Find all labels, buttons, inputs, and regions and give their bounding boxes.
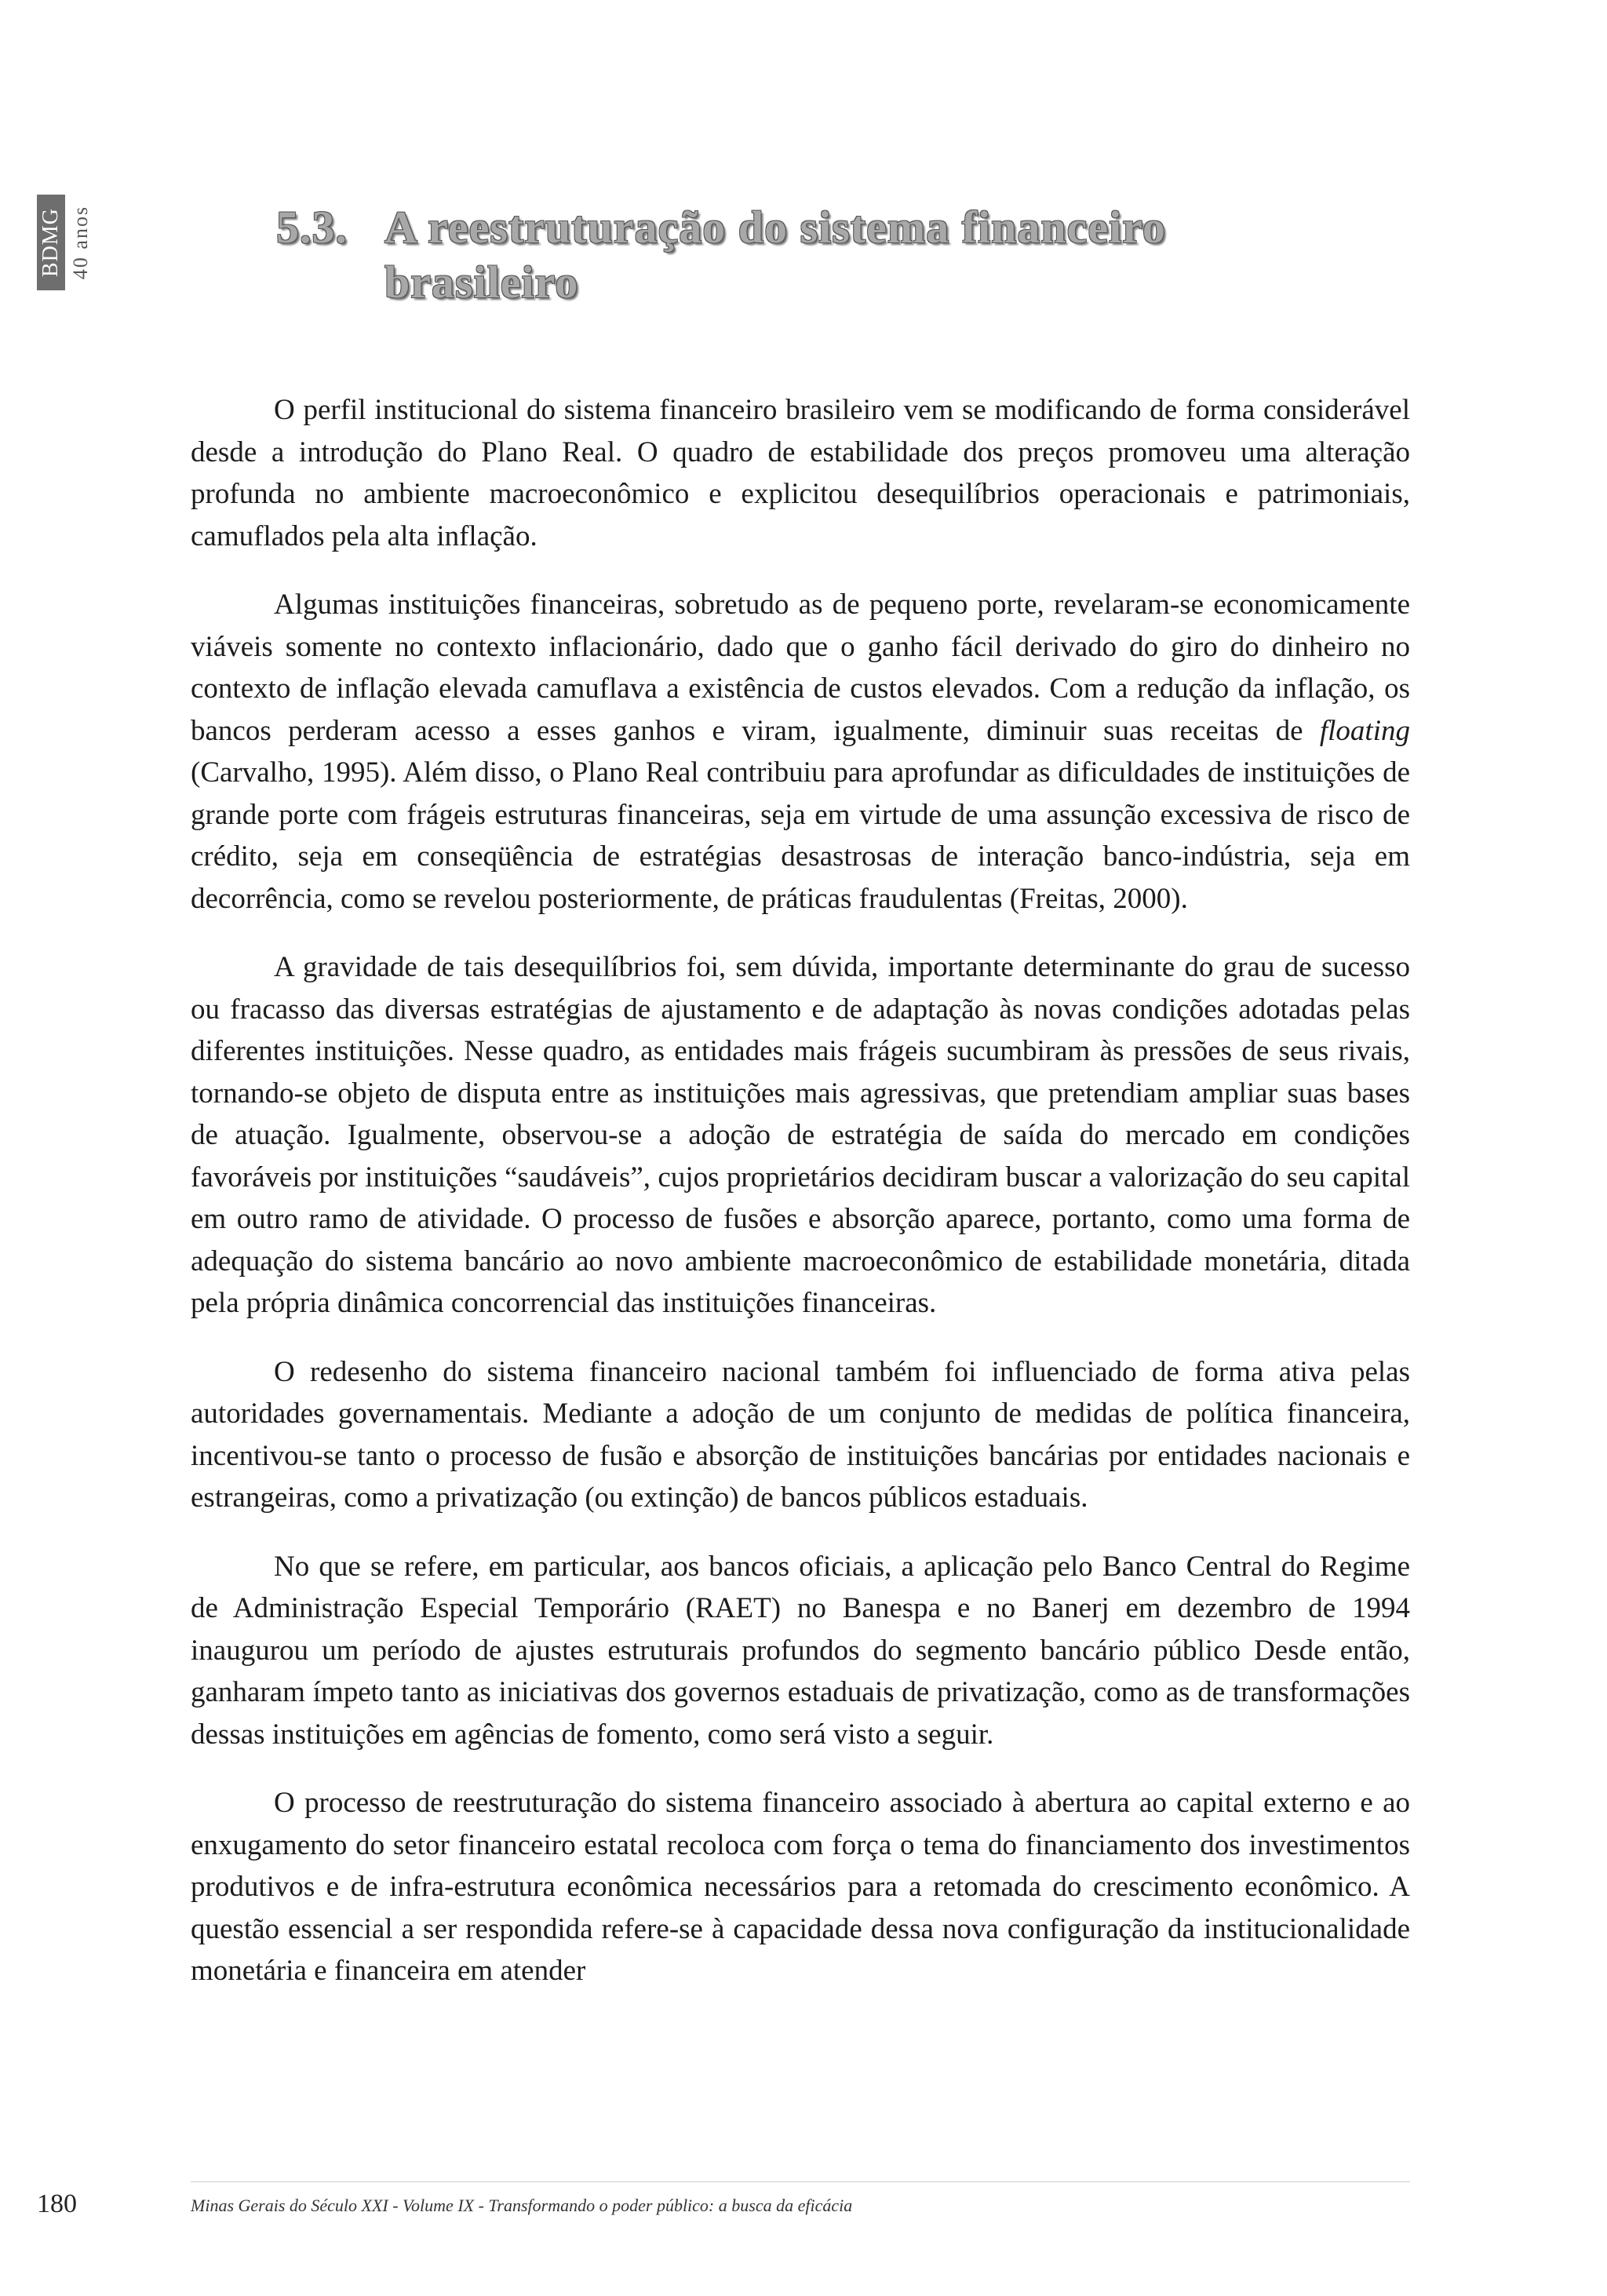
section-title-line1: A reestruturação do sistema financeiro: [384, 202, 1166, 253]
paragraph-1: [191, 389, 1410, 557]
paragraph-text: O perfil institucional do sistema financeiro brasileiro vem se modificando de forma considerável desde a introdução do Plano Real. O quadro de estabilidade dos preços promoveu uma alteração profunda no ambiente macroeconômico e explicitou desequilíbrios operacionais e patrimoniais, camuflados pela alta inflação.: [191, 394, 1410, 552]
paragraph-2: [191, 584, 1410, 920]
page-number: 180: [37, 2189, 77, 2218]
footer-rule: [191, 2181, 1410, 2182]
body-text: [191, 389, 1410, 2019]
paragraph-text: Algumas instituições financeiras, sobretudo as de pequeno porte, revelaram-se economicamente viáveis somente no contexto inflacionário, dado que o ganho fácil derivado do giro do dinheiro no contexto de inflação elevada camuflava a existência de custos elevados. Com a redução da inflação, os bancos perderam acesso a esses ganhos e viram, igualmente, diminuir suas receitas de: [191, 589, 1410, 747]
side-tab-label: BDMG: [38, 207, 63, 278]
paragraph-text: No que se refere, em particular, aos bancos oficiais, a aplicação pelo Banco Central do Regime de Administração Especial Temporário (RAET) no Banespa e no Banerj em dezembro de 1994 inaugurou um período de ajustes estruturais profundos do segmento bancário público Desde então, ganharam ímpeto tanto as iniciativas dos governos estaduais de privatização, como as de transformações dessas instituições em agências de fomento, como será visto a seguir.: [191, 1550, 1410, 1751]
running-footer: Minas Gerais do Século XXI - Volume IX - Transformando o poder público: a busca da eficácia: [191, 2196, 853, 2215]
paragraph-text: (Carvalho, 1995). Além disso, o Plano Real contribuiu para aprofundar as dificuldades de instituições de grande porte com frágeis estruturas financeiras, seja em virtude de uma assunção excessiva de risco de crédito, seja em conseqüência de estratégias desastrosas de interação banco-indústria, seja em decorrência, como se revelou posteriormente, de práticas fraudulentas (Freitas, 2000).: [191, 756, 1410, 915]
side-tab-box: [37, 195, 65, 290]
section-title: [276, 200, 1453, 310]
paragraph-text: A gravidade de tais desequilíbrios foi, sem dúvida, importante determinante do grau de sucesso ou fracasso das diversas estratégias de ajustamento e de adaptação às novas condições adotadas pelas diferentes instituições. Nesse quadro, as entidades mais frágeis sucumbiram às pressões de seus rivais, tornando-se objeto de disputa entre as instituições mais agressivas, que pretendiam ampliar suas bases de atuação. Igualmente, observou-se a adoção de estratégia de saída do mercado em condições favoráveis por instituições “saudáveis”, cujos proprietários decidiram buscar a valorização do seu capital em outro ramo de atividade. O processo de fusões e absorção aparece, portanto, como uma forma de adequação do sistema bancário ao novo ambiente macroeconômico de estabilidade monetária, ditada pela própria dinâmica concorrencial das instituições financeiras.: [191, 951, 1410, 1319]
italic-term: floating: [1319, 714, 1410, 747]
side-tab: [37, 195, 100, 290]
side-tab-sublabel: 40 anos: [69, 205, 92, 280]
paragraph-4: [191, 1351, 1410, 1519]
paragraph-text: O redesenho do sistema financeiro nacional também foi influenciado de forma ativa pelas autoridades governamentais. Mediante a adoção de um conjunto de medidas de política financeira, incentivou-se tanto o processo de fusão e absorção de instituições bancárias por entidades nacionais e estrangeiras, como a privatização (ou extinção) de bancos públicos estaduais.: [191, 1355, 1410, 1514]
paragraph-5: [191, 1546, 1410, 1756]
paragraph-text: O processo de reestruturação do sistema financeiro associado à abertura ao capital externo e ao enxugamento do setor financeiro estatal recoloca com força o tema do financiamento dos investimentos produtivos e de infra-estrutura econômica necessários para a retomada do crescimento econômico. A questão essencial a ser respondida refere-se à capacidade dessa nova configuração da institucionalidade monetária e financeira em atender: [191, 1787, 1410, 1987]
paragraph-3: [191, 946, 1410, 1325]
section-number: 5.3.: [276, 202, 348, 253]
section-title-line2: brasileiro: [384, 257, 579, 308]
side-tab-sub: [65, 195, 97, 290]
paragraph-6: [191, 1782, 1410, 1992]
